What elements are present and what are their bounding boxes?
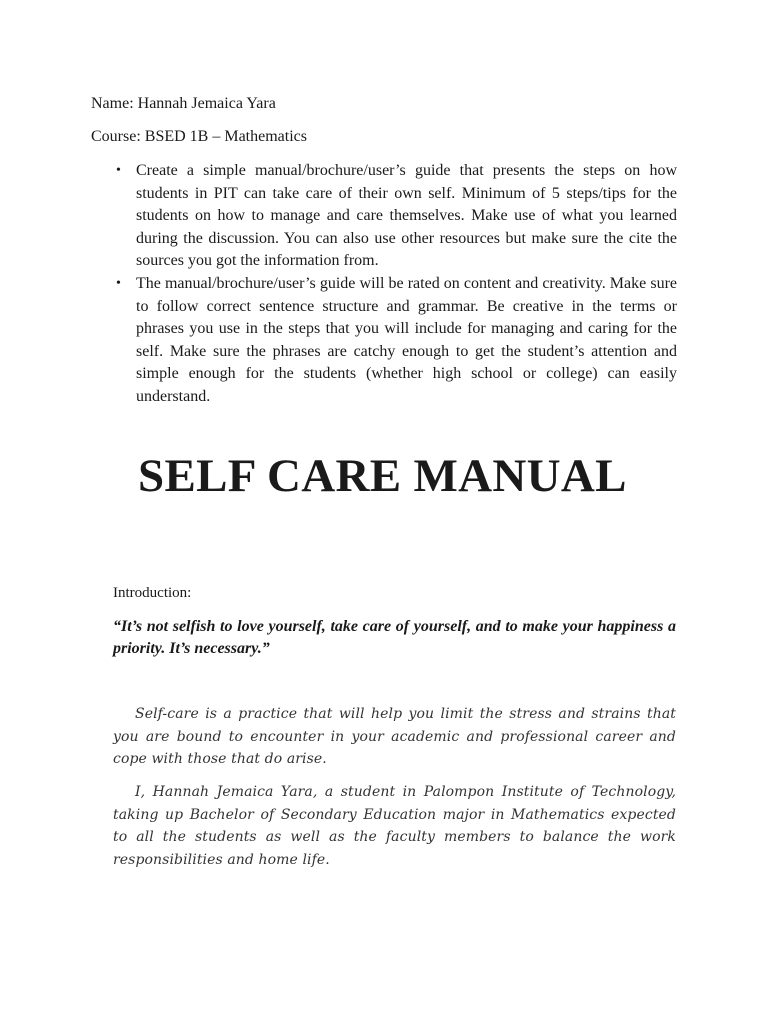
instruction-text: Create a simple manual/brochure/user’s guide that presents the steps on how students in PIT can take care of their own self. Minimum of 5 steps/tips for the students on how to manage and care themselves. Make use of what you learned during the discussion. You can also use other resources but make sure the cite the sources you got the information from. <box>136 162 677 270</box>
introduction-heading: Introduction: <box>113 585 192 601</box>
bullet-icon: • <box>116 163 121 178</box>
student-course: Course: BSED 1B – Mathematics <box>91 128 307 145</box>
instruction-text: The manual/brochure/user’s guide will be rated on content and creativity. Make sure to follow correct sentence structure and grammar. Be creative in the terms or phrases you use in the steps that you will include for managing and caring for the self. Make sure the phrases are catchy enough to get the student’s attention and simple enough for the students (whether high school or college) can easily understand. <box>136 274 677 405</box>
instruction-item <box>91 160 677 273</box>
introduction-paragraph: I, Hannah Jemaica Yara, a student in Palompon Institute of Technology, taking up Bachelor of Secondary Education major in Mathematics expected to all the students as well as the faculty members to balance the work responsibilities and home life. <box>113 784 676 868</box>
introduction-paragraph: Self-care is a practice that will help you limit the stress and strains that you are bound to encounter in your academic and professional career and cope with those that do arise. <box>113 706 676 767</box>
student-name: Name: Hannah Jemaica Yara <box>91 95 276 112</box>
instruction-item <box>91 273 677 409</box>
bullet-icon: • <box>116 275 121 291</box>
instruction-list <box>91 160 677 409</box>
manual-title: SELF CARE MANUAL <box>138 450 627 502</box>
introduction-quote: “It’s not selfish to love yourself, take care of yourself, and to make your happiness a priority. It’s necessary.” <box>113 618 676 657</box>
